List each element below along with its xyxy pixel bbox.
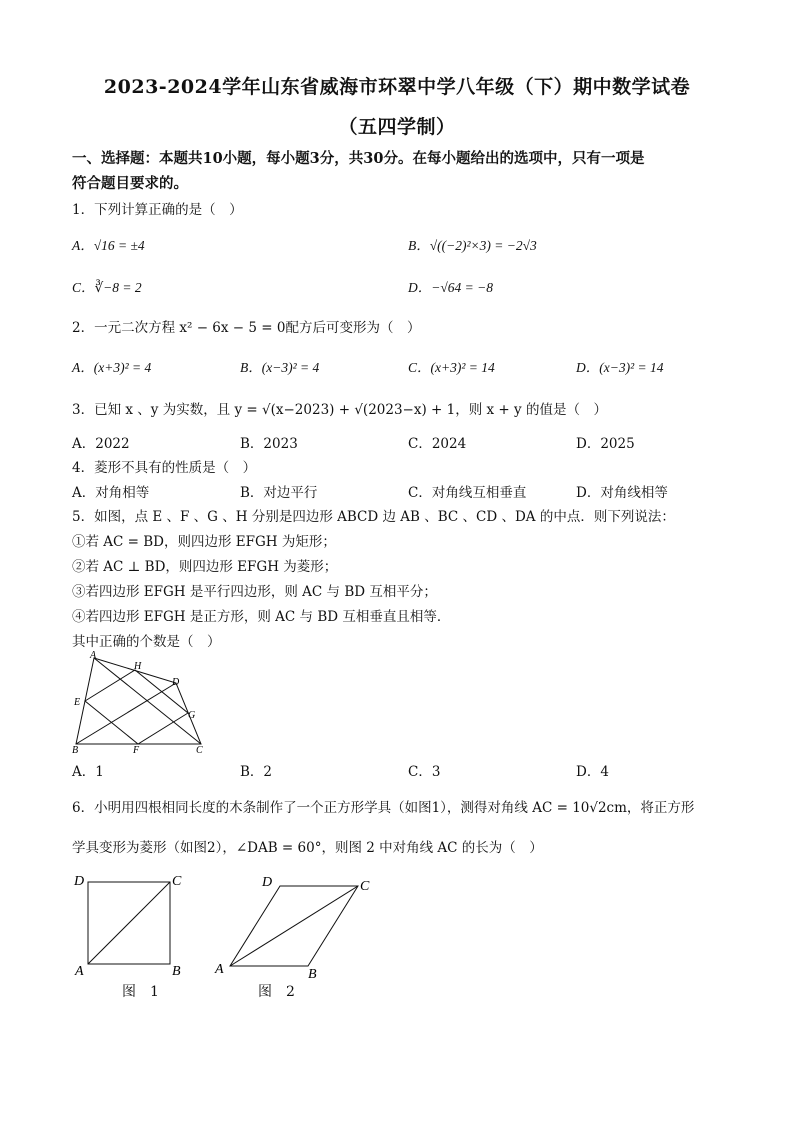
q2-options	[72, 356, 732, 376]
q5-label-e: E	[74, 697, 81, 708]
q4-option-c[interactable]: C．对角线互相垂直	[408, 485, 527, 501]
q6-figure-2-rhombus	[212, 868, 382, 978]
q4-option-b[interactable]: B．对边平行	[240, 485, 318, 501]
q3-option-a[interactable]: A．2022	[72, 436, 130, 452]
q6-fig2-label-b: B	[308, 967, 317, 978]
q5-label-c: C	[196, 745, 203, 756]
q3-option-c[interactable]: C．2024	[408, 436, 467, 452]
q6-figure-1-square	[72, 868, 192, 978]
section-heading-line1: 一、选择题：本题共10小题，每小题3分，共30分。在每小题给出的选项中，只有一项是	[72, 150, 645, 167]
q5-option-b[interactable]: B．2	[240, 764, 273, 780]
q5-options	[72, 760, 732, 780]
q3-option-d[interactable]: D．2025	[576, 436, 635, 452]
q4-options	[72, 481, 732, 501]
q1-options	[72, 234, 732, 254]
q5-diagonal-ac	[94, 658, 201, 744]
q1-options-row2	[72, 276, 732, 296]
q2-stem: 2．一元二次方程 x² − 6x − 5 = 0配方后可变形为（ ）	[72, 320, 421, 336]
section-heading-line2: 符合题目要求的。	[72, 175, 188, 192]
q5-option-a[interactable]: A．1	[72, 764, 104, 780]
q5-label-g: G	[188, 710, 196, 721]
q4-option-d[interactable]: D．对角线相等	[576, 485, 668, 501]
q5-label-f: F	[133, 745, 140, 756]
page-title: 2023-2024学年山东省威海市环翠中学八年级（下）期中数学试卷	[103, 76, 691, 98]
q4-option-a[interactable]: A．对角相等	[72, 485, 150, 501]
page-subtitle: （五四学制）	[338, 116, 456, 138]
q5-label-h: H	[134, 661, 142, 672]
q1-option-d[interactable]: D．−√64 = −8	[408, 280, 493, 295]
q5-statement-2: ②若 AC ⊥ BD，则四边形 EFGH 为菱形；	[72, 559, 338, 575]
q5-label-d: D	[172, 677, 180, 688]
q6-fig1-caption: 图 1	[122, 984, 159, 1000]
q3-option-b[interactable]: B．2023	[240, 436, 298, 452]
q5-option-c[interactable]: C．3	[408, 764, 441, 780]
q6-fig2-label-c: C	[360, 879, 370, 894]
q6-fig1-label-d: D	[74, 874, 85, 889]
q5-option-d[interactable]: D．4	[576, 764, 609, 780]
q6-fig2-label-a: A	[215, 962, 224, 977]
q5-label-b: B	[72, 745, 79, 756]
q1-option-a[interactable]: A．√16 = ±4	[72, 238, 145, 253]
q3-options	[72, 432, 732, 452]
q5-stem: 5．如图，点 E 、F 、G 、H 分别是四边形 ABCD 边 AB 、BC 、CD 、DA 的中点．则下列说法：	[72, 509, 675, 525]
q4-stem: 4．菱形不具有的性质是（ ）	[72, 460, 257, 476]
q5-ask: 其中正确的个数是（ ）	[72, 634, 221, 650]
q5-statement-1: ①若 AC = BD，则四边形 EFGH 为矩形；	[72, 534, 336, 550]
q2-option-d[interactable]: D．(x−3)² = 14	[576, 360, 664, 375]
q6-stem-line1: 6．小明用四根相同长度的木条制作了一个正方形学具（如图1），测得对角线 AC = 10√2cm，将正方形	[72, 800, 695, 816]
q5-statement-4: ④若四边形 EFGH 是正方形，则 AC 与 BD 互相垂直且相等．	[72, 609, 451, 625]
q6-fig1-label-b: B	[172, 964, 181, 978]
q2-option-a[interactable]: A．(x+3)² = 4	[72, 360, 152, 375]
q5-statement-3: ③若四边形 EFGH 是平行四边形，则 AC 与 BD 互相平分；	[72, 584, 437, 600]
q6-stem-line2: 学具变形为菱形（如图2），∠DAB = 60°，则图 2 中对角线 AC 的长为（ ）	[72, 840, 543, 856]
q6-fig2-label-d: D	[262, 875, 273, 890]
q3-stem: 3．已知 x 、y 为实数，且 y = √(x−2023) + √(2023−x) + 1，则 x + y 的值是（ ）	[72, 402, 607, 418]
q1-option-c[interactable]: C．∛−8 = 2	[72, 280, 142, 295]
q2-option-c[interactable]: C．(x+3)² = 14	[408, 360, 495, 375]
q5-label-a: A	[90, 650, 97, 661]
q6-fig1-label-a: A	[75, 964, 84, 978]
q6-fig2-caption: 图 2	[258, 984, 295, 1000]
q1-option-b[interactable]: B．√((−2)²×3) = −2√3	[408, 238, 537, 253]
q2-option-b[interactable]: B．(x−3)² = 4	[240, 360, 320, 375]
q6-fig1-label-c: C	[172, 874, 182, 889]
q5-quadrilateral-figure	[68, 650, 218, 756]
q1-stem: 1．下列计算正确的是（ ）	[72, 202, 243, 218]
